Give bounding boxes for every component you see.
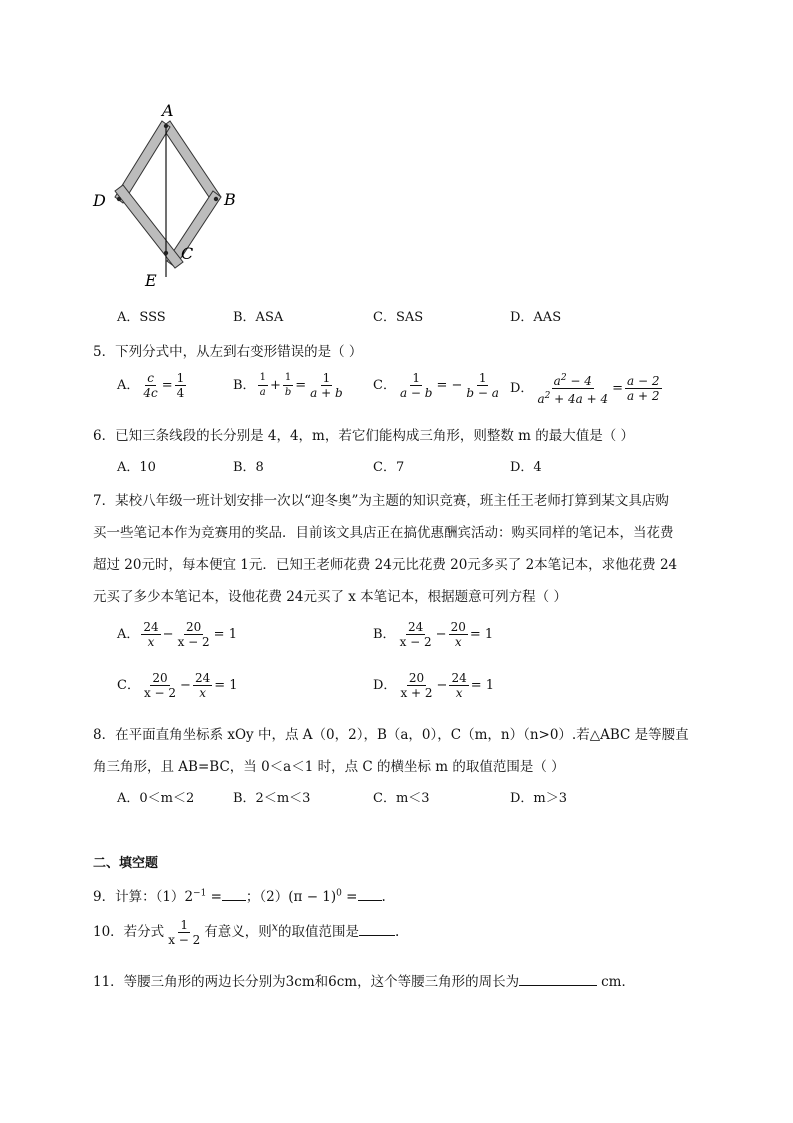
q4-option-d: D．AAS xyxy=(510,310,562,325)
q8-line-2: 角三角形，且 AB=BC，当 0＜a＜1 时，点 C 的横坐标 m 的取值范围是（ ） xyxy=(93,759,565,775)
q9-line: 9．计算：$(1)2^{-1}$ = ；$(2)(\pi - 1)^0$ = . xyxy=(93,888,386,905)
stick-a-b xyxy=(162,121,221,203)
label-a: A xyxy=(162,101,174,120)
section-heading: 二、填空题 xyxy=(93,856,159,871)
q4-option-b: B．ASA xyxy=(233,310,284,325)
q4-option-a: A．SSS xyxy=(117,310,166,325)
q11-line: 11．等腰三角形的两边长分别为3cm和6cm，这个等腰三角形的周长为 cm． xyxy=(93,974,635,990)
q5-option-a: A． $\frac{c}{4c}$ = $\frac{1}{4}$ xyxy=(117,371,185,400)
q7-line-3: 超过 20元时，每本便宜 1元．已知王老师花费 24元比花费 20元多买了 2本笔记本，求他花费 24 xyxy=(93,557,678,573)
q5-stem: 5．下列分式中，从左到右变形错误的是（ ） xyxy=(93,344,363,360)
q6-option-a: A．10 xyxy=(117,460,156,475)
label-d: D xyxy=(93,191,106,210)
stick-d-c xyxy=(115,185,183,268)
label-e: E xyxy=(145,271,157,290)
label-c: C xyxy=(181,244,194,263)
label-b: B xyxy=(224,190,236,209)
q5-option-c: C． $\frac{1}{a - b}$ = − $\frac{1}{b - a}$ xyxy=(373,371,499,400)
q10-line: 10．若分式 $\frac{1}{x - 2}$ 有意义，则$^x$的取值范围是 . xyxy=(93,918,400,947)
q8-line-1: 8．在平面直角坐标系 xOy 中，点 A（0，2），B（a，0），C（m，n）（n>0）.若△ABC 是等腰直 xyxy=(93,727,689,743)
q8-option-c: C．m＜3 xyxy=(373,791,430,806)
q6-option-c: C．7 xyxy=(373,460,405,475)
q8-option-b: B．2＜m＜3 xyxy=(233,791,311,806)
q4-option-c: C．SAS xyxy=(373,310,424,325)
q7-line-2: 买一些笔记本作为竞赛用的奖品．目前该文具店正在搞优惠酬宾活动：购买同样的笔记本，当花费 xyxy=(93,525,674,541)
q7-option-a: A． $\frac{24}{x}$ − $\frac{20}{x - 2}$ = 1 xyxy=(117,620,237,649)
q7-line-1: 7．某校八年级一班计划安排一次以“迎冬奥”为主题的知识竞赛，班主任王老师打算到某文具店购 xyxy=(93,493,669,509)
q7-option-d: D． $\frac{20}{x + 2}$ − $\frac{24}{x}$ = 1 xyxy=(373,671,495,700)
q8-option-a: A．0＜m＜2 xyxy=(117,791,195,806)
q7-line-4: 元买了多少本笔记本，设他花费 24元买了 x 本笔记本，根据题意可列方程（ ） xyxy=(93,589,567,605)
rhombus-stick-figure xyxy=(85,95,245,295)
q6-stem: 6．已知三条线段的长分别是 4，4，m，若它们能构成三角形，则整数 m 的最大值是（ ） xyxy=(93,428,635,444)
q5-option-d: D． $\frac{a^2 - 4}{a^2 + 4a + 4}$ = $\frac{a - 2}{a + 2}$ xyxy=(510,373,660,406)
q7-option-c: C． $\frac{20}{x - 2}$ − $\frac{24}{x}$ = 1 xyxy=(117,671,238,700)
q5-option-b: B． $\frac{1}{a}$ + $\frac{1}{b}$ = $\frac{1}{a + b}$ xyxy=(233,371,343,400)
q7-option-b: B． $\frac{24}{x - 2}$ − $\frac{20}{x}$ = 1 xyxy=(373,620,494,649)
q8-option-d: D．m＞3 xyxy=(510,791,568,806)
q6-option-b: B．8 xyxy=(233,460,264,475)
q6-option-d: D．4 xyxy=(510,460,542,475)
